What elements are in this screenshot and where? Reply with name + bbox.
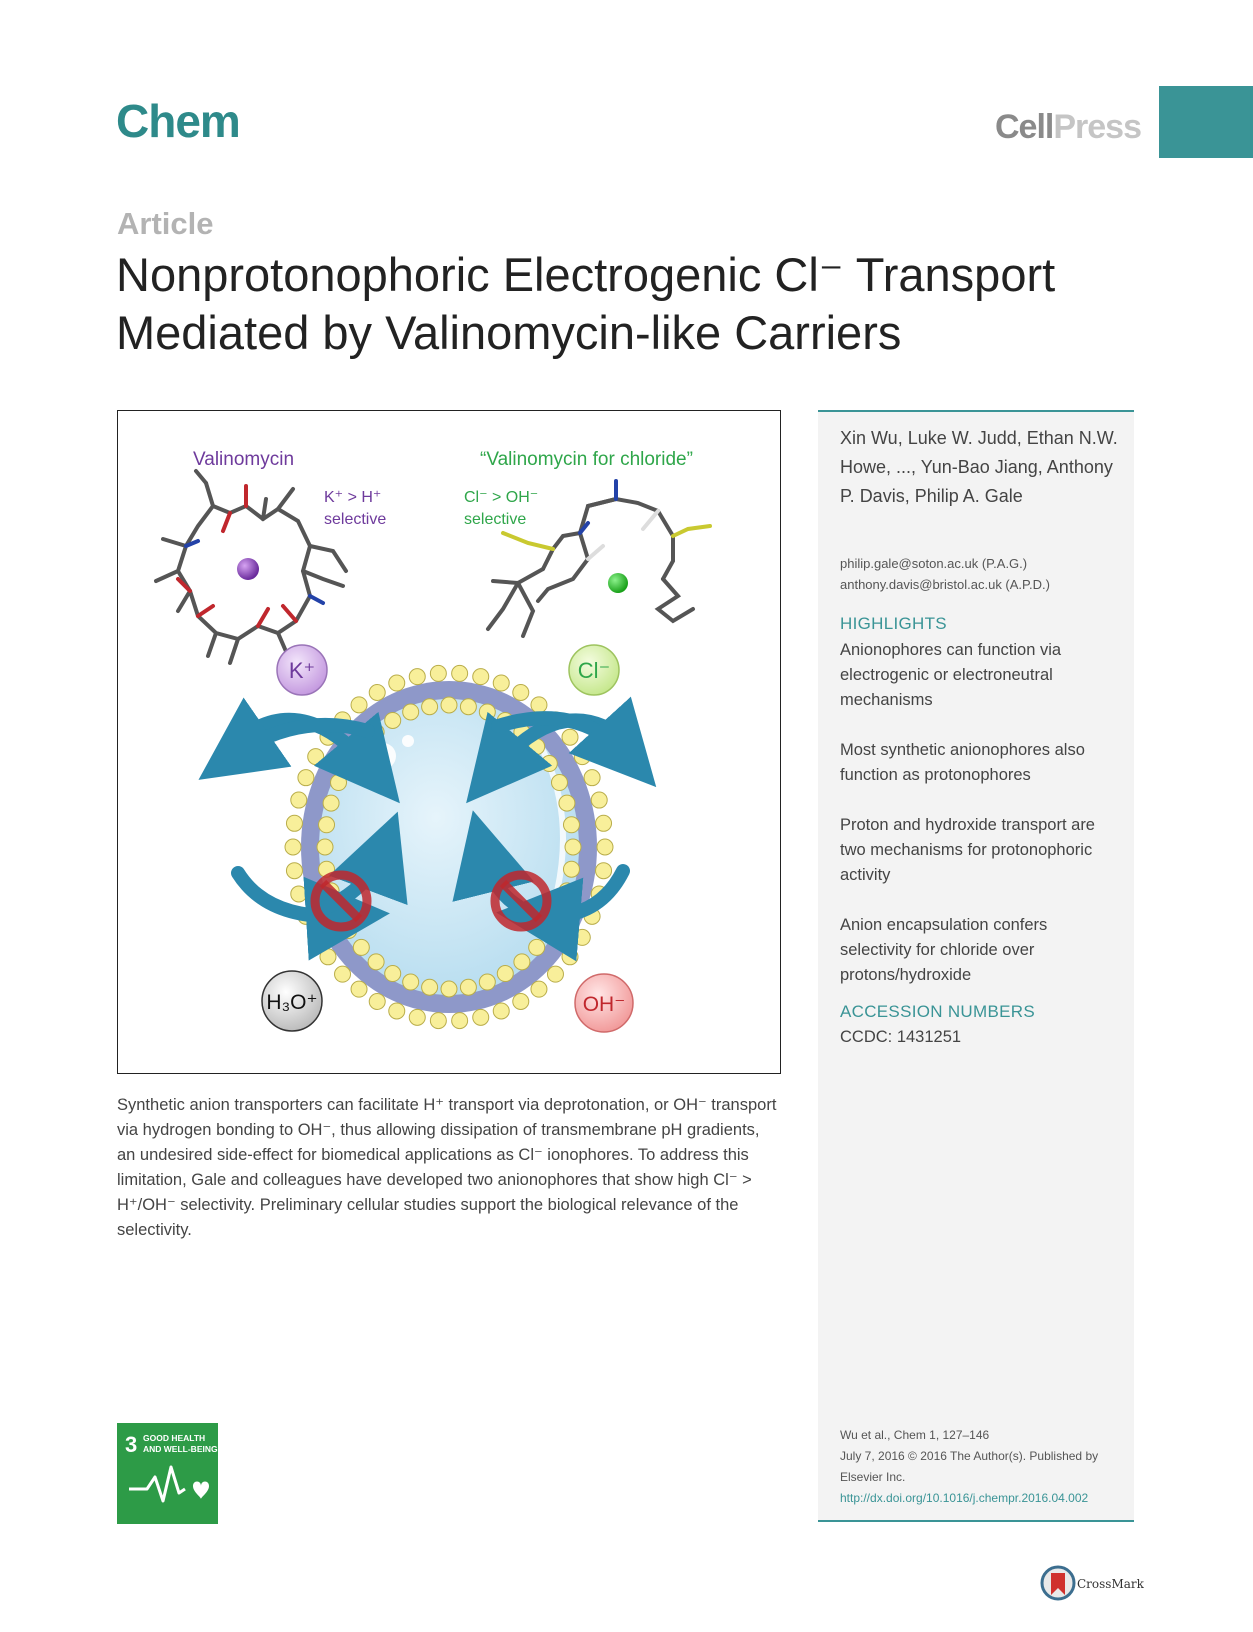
lipid-bead xyxy=(353,939,369,955)
publisher-logo xyxy=(995,108,1141,147)
ion-cl xyxy=(569,645,619,695)
lipid-bead xyxy=(541,922,557,938)
lipid-bead xyxy=(298,770,314,786)
lipid-bead xyxy=(409,1009,425,1025)
email-davis[interactable]: anthony.davis@bristol.ac.uk (A.P.D.) xyxy=(840,577,1050,592)
highlight-item: Most synthetic anionophores also function as protonophores xyxy=(840,741,1085,784)
lipid-bead xyxy=(351,697,367,713)
corner-tab xyxy=(1159,86,1253,158)
citation-date: July 7, 2016 © 2016 The Author(s). Published by Elsevier Inc. xyxy=(840,1449,1099,1484)
lipid-bead xyxy=(389,1003,405,1019)
lipid-bead xyxy=(286,863,302,879)
lipid-bead xyxy=(317,839,333,855)
lipid-bead xyxy=(389,675,405,691)
lipid-bead xyxy=(369,993,385,1009)
email-gale[interactable]: philip.gale@soton.ac.uk (P.A.G.) xyxy=(840,556,1028,571)
lipid-bead xyxy=(460,699,476,715)
lipid-bead xyxy=(403,974,419,990)
lipid-bead xyxy=(441,981,457,997)
lipid-bead xyxy=(320,949,336,965)
doi-link[interactable]: http://dx.doi.org/10.1016/j.chempr.2016.04.002 xyxy=(840,1491,1089,1505)
lipid-bead xyxy=(563,861,579,877)
ion-cl-label: Cl⁻ xyxy=(577,658,611,683)
lipid-bead xyxy=(403,704,419,720)
lipid-bead xyxy=(513,993,529,1009)
label-cl-selective: Cl⁻ > OH⁻ xyxy=(464,489,539,506)
lipid-bead xyxy=(430,665,446,681)
ion-h3o-label: H₃O⁺ xyxy=(266,991,318,1014)
chloride-atom xyxy=(608,573,628,593)
highlights-list xyxy=(840,638,1120,1013)
lipid-bead xyxy=(493,675,509,691)
authors: Xin Wu, Luke W. Judd, Ethan N.W. Howe, ..., Yun-Bao Jiang, Anthony P. Davis, Philip A. Gale xyxy=(840,428,1118,506)
label-k-selective: K⁺ > H⁺ xyxy=(324,489,382,506)
lipid-bead xyxy=(547,966,563,982)
lipid-bead xyxy=(497,966,513,982)
title-line-1: Nonprotonophoric Electrogenic Cl⁻ Transport xyxy=(116,248,1056,301)
lipid-bead xyxy=(385,966,401,982)
highlights-heading: HIGHLIGHTS xyxy=(840,614,947,633)
ion-k-label: K⁺ xyxy=(288,658,316,683)
lipid-bead xyxy=(493,1003,509,1019)
label-valinomycin-chloride: “Valinomycin for chloride” xyxy=(480,449,693,470)
ion-h3o xyxy=(262,971,322,1031)
ion-oh-label: OH⁻ xyxy=(582,993,626,1016)
lipid-bead xyxy=(430,1013,446,1029)
sdg-line2: AND WELL-BEING xyxy=(143,1444,218,1454)
lipid-bead xyxy=(531,697,547,713)
lipid-bead xyxy=(368,954,384,970)
lipid-bead xyxy=(409,669,425,685)
sdg-icon xyxy=(117,1423,218,1524)
lipid-bead xyxy=(574,749,590,765)
lipid-bead xyxy=(460,979,476,995)
lipid-bead xyxy=(563,817,579,833)
lipid-bead xyxy=(369,685,385,701)
summary-text: Synthetic anion transporters can facilitate H⁺ transport via deprotonation, or OH⁻ transport via hydrogen bonding to OH⁻, thus allowing dissipation of transmembrane pH gradients, an undesired side-effect for biomedical applications as Cl⁻ ionophores. To address this limitation, Gale and colleagues have developed two anionophores that show high Cl⁻ > H⁺/OH⁻ selectivity. Preliminary cellular studies support the biological relevance of the selectivity. xyxy=(117,1096,777,1239)
graphical-abstract xyxy=(117,410,781,1074)
label-valinomycin: Valinomycin xyxy=(193,449,295,470)
potassium-atom xyxy=(237,558,259,580)
ion-k xyxy=(277,645,327,695)
highlight-item: Anion encapsulation confers selectivity for chloride over protons/hydroxide xyxy=(840,916,1048,984)
lipid-bead xyxy=(541,756,557,772)
publisher-cell: Cell xyxy=(995,108,1054,146)
lipid-bead xyxy=(308,929,324,945)
lipid-bead xyxy=(565,839,581,855)
lipid-bead xyxy=(529,939,545,955)
title-line-2: Mediated by Valinomycin-like Carriers xyxy=(116,306,902,359)
citation-journal: Wu et al., Chem 1, 127–146 xyxy=(840,1428,990,1442)
ion-oh xyxy=(575,974,633,1032)
lipid-bead xyxy=(331,775,347,791)
lipid-bead xyxy=(291,886,307,902)
lipid-bead xyxy=(574,929,590,945)
sdg-line1: GOOD HEALTH xyxy=(143,1433,206,1443)
accession-heading: ACCESSION NUMBERS xyxy=(840,1002,1035,1021)
lipid-bead xyxy=(479,704,495,720)
sdg-number: 3 xyxy=(125,1432,138,1457)
lipid-bead xyxy=(323,795,339,811)
lipid-bead xyxy=(559,795,575,811)
lipid-bead xyxy=(308,749,324,765)
lipid-bead xyxy=(479,974,495,990)
lipid-bead xyxy=(473,1009,489,1025)
lipid-bead xyxy=(286,815,302,831)
lipid-bead xyxy=(559,883,575,899)
citation xyxy=(840,1425,1130,1509)
lipid-bead xyxy=(422,979,438,995)
lipid-bead xyxy=(551,775,567,791)
lipid-bead xyxy=(591,792,607,808)
lipid-bead xyxy=(562,729,578,745)
lipid-bead xyxy=(422,699,438,715)
crossmark-label: CrossMark xyxy=(1077,1577,1144,1591)
highlight-item: Anionophores can function via electrogenic or electroneutral mechanisms xyxy=(840,641,1062,709)
lipid-bead xyxy=(584,770,600,786)
publisher-press: Press xyxy=(1053,108,1141,146)
label-k-selective-2: selective xyxy=(324,511,387,528)
lipid-bead xyxy=(597,839,613,855)
label-cl-selective-2: selective xyxy=(464,511,527,528)
lipid-bead xyxy=(596,815,612,831)
lipid-bead xyxy=(513,685,529,701)
crossmark-icon[interactable] xyxy=(1040,1565,1076,1606)
lipid-bead xyxy=(385,712,401,728)
author-emails xyxy=(840,553,1120,595)
lipid-bead xyxy=(514,954,530,970)
lipid-bead xyxy=(319,817,335,833)
lipid-bead xyxy=(473,669,489,685)
lipid-bead xyxy=(596,863,612,879)
journal-logo: Chem xyxy=(116,95,240,147)
lipid-bead xyxy=(285,839,301,855)
accession-number: CCDC: 1431251 xyxy=(840,1028,962,1046)
lipid-bead xyxy=(531,981,547,997)
lipid-bead xyxy=(351,981,367,997)
graphical-abstract-svg xyxy=(118,411,780,1073)
lipid-bead xyxy=(452,665,468,681)
lipid-bead xyxy=(291,792,307,808)
article-type: Article xyxy=(117,206,214,241)
article-title xyxy=(116,246,1146,362)
lipid-bead xyxy=(452,1013,468,1029)
lipid-bead xyxy=(441,697,457,713)
highlight-item: Proton and hydroxide transport are two mechanisms for protonophoric activity xyxy=(840,816,1095,884)
sdg-badge xyxy=(117,1423,218,1524)
lipid-bead xyxy=(562,949,578,965)
lipid-bead xyxy=(335,966,351,982)
